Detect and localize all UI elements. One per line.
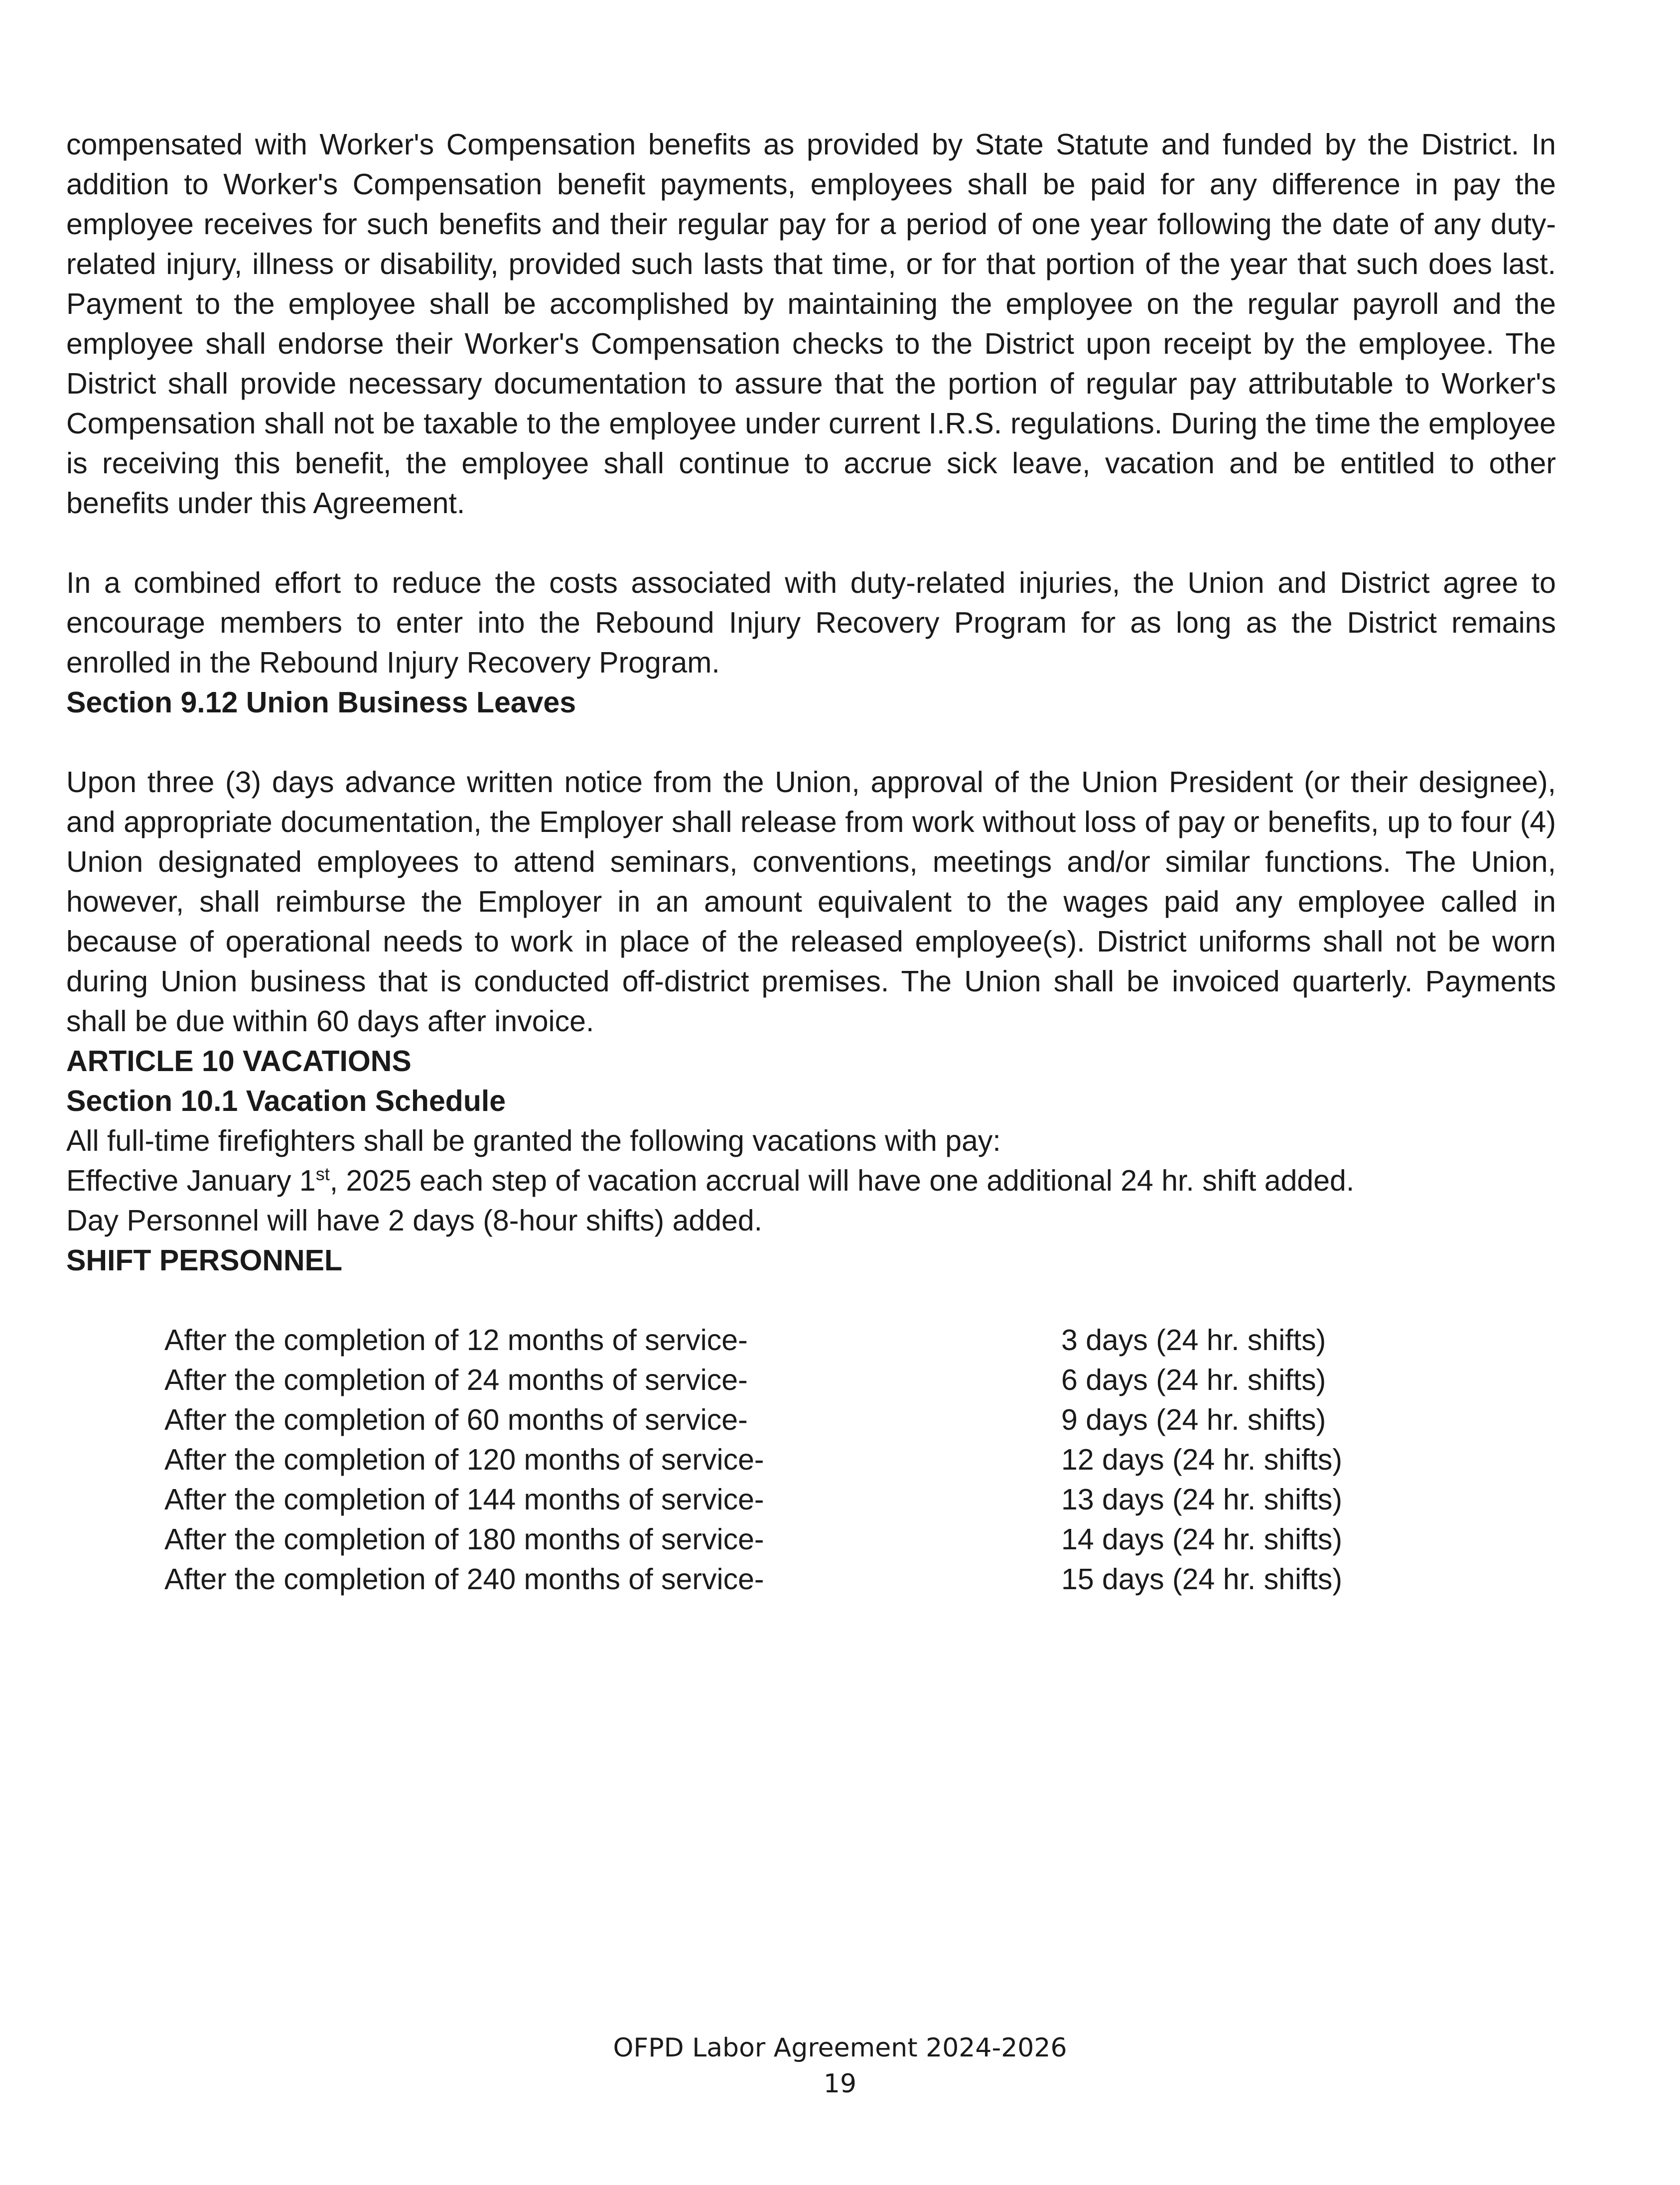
day-personnel-line: Day Personnel will have 2 days (8-hour shifts) added. [66, 1204, 763, 1237]
schedule-row [164, 1440, 1556, 1480]
schedule-days: 3 days (24 hr. shifts) [1061, 1324, 1326, 1357]
rebound-program-paragraph: In a combined effort to reduce the costs associated with duty-related injuries, the Union and District agree to encourage members to enter into the Rebound Injury Recovery Program for as long as the District remains enrolled in the Rebound Injury Recovery Program. [66, 566, 1556, 679]
schedule-condition: After the completion of 24 months of service- [164, 1364, 748, 1396]
article-10-heading: ARTICLE 10 VACATIONS [66, 1045, 412, 1078]
schedule-days: 15 days (24 hr. shifts) [1061, 1563, 1343, 1596]
schedule-days: 12 days (24 hr. shifts) [1061, 1443, 1343, 1476]
shift-personnel-heading: SHIFT PERSONNEL [66, 1244, 342, 1277]
schedule-condition: After the completion of 144 months of service- [164, 1483, 764, 1516]
vacation-schedule-table [164, 1320, 1556, 1599]
schedule-condition: After the completion of 240 months of service- [164, 1563, 764, 1596]
page-number: 19 [823, 2069, 857, 2099]
effective-prefix: Effective January 1 [66, 1164, 316, 1197]
schedule-days: 6 days (24 hr. shifts) [1061, 1364, 1326, 1396]
workers-comp-paragraph: compensated with Worker's Compensation benefits as provided by State Statute and funded by the District. In addition to Worker's Compensation benefit payments, employees shall be paid for any difference in pay the employee receives for such benefits and their regular pay for a period of one year following the date of any duty-related injury, illness or disability, provided such lasts that time, or for that portion of the year that such does last. Payment to the employee shall be accomplished by maintaining the employee on the regular payroll and the employee shall endorse their Worker's Compensation checks to the District upon receipt by the employee. The District shall provide necessary documentation to assure that the portion of regular pay attributable to Worker's Compensation shall not be taxable to the employee under current I.R.S. regulations. During the time the employee is receiving this benefit, the employee shall continue to accrue sick leave, vacation and be entitled to other benefits under this Agreement. [66, 128, 1556, 520]
schedule-row [164, 1360, 1556, 1400]
schedule-row [164, 1400, 1556, 1440]
schedule-row [164, 1519, 1556, 1559]
page-footer [0, 2030, 1680, 2102]
section-9-12-heading: Section 9.12 Union Business Leaves [66, 686, 576, 719]
schedule-row [164, 1480, 1556, 1519]
vacation-intro: All full-time firefighters shall be granted the following vacations with pay: [66, 1124, 1001, 1157]
effective-suffix: , 2025 each step of vacation accrual will have one additional 24 hr. shift added. [329, 1164, 1355, 1197]
section-10-1-heading: Section 10.1 Vacation Schedule [66, 1085, 506, 1117]
schedule-condition: After the completion of 180 months of service- [164, 1523, 764, 1556]
schedule-condition: After the completion of 120 months of service- [164, 1443, 764, 1476]
schedule-condition: After the completion of 12 months of service- [164, 1324, 748, 1357]
effective-superscript: st [315, 1164, 330, 1185]
effective-date-line [66, 1161, 1556, 1201]
schedule-days: 13 days (24 hr. shifts) [1061, 1483, 1343, 1516]
schedule-row [164, 1559, 1556, 1599]
schedule-row [164, 1320, 1556, 1360]
schedule-days: 9 days (24 hr. shifts) [1061, 1403, 1326, 1436]
schedule-condition: After the completion of 60 months of service- [164, 1403, 748, 1436]
section-9-12-body: Upon three (3) days advance written notice from the Union, approval of the Union President (or their designee), and appropriate documentation, the Employer shall release from work without loss of pay or benefits, up to four (4) Union designated employees to attend seminars, conventions, meetings and/or similar functions. The Union, however, shall reimburse the Employer in an amount equivalent to the wages paid any employee called in because of operational needs to work in place of the released employee(s). District uniforms shall not be worn during Union business that is conducted off-district premises. The Union shall be invoiced quarterly. Payments shall be due within 60 days after invoice. [66, 766, 1556, 1038]
schedule-days: 14 days (24 hr. shifts) [1061, 1523, 1343, 1556]
document-page [66, 125, 1556, 1599]
footer-title: OFPD Labor Agreement 2024-2026 [613, 2033, 1067, 2063]
